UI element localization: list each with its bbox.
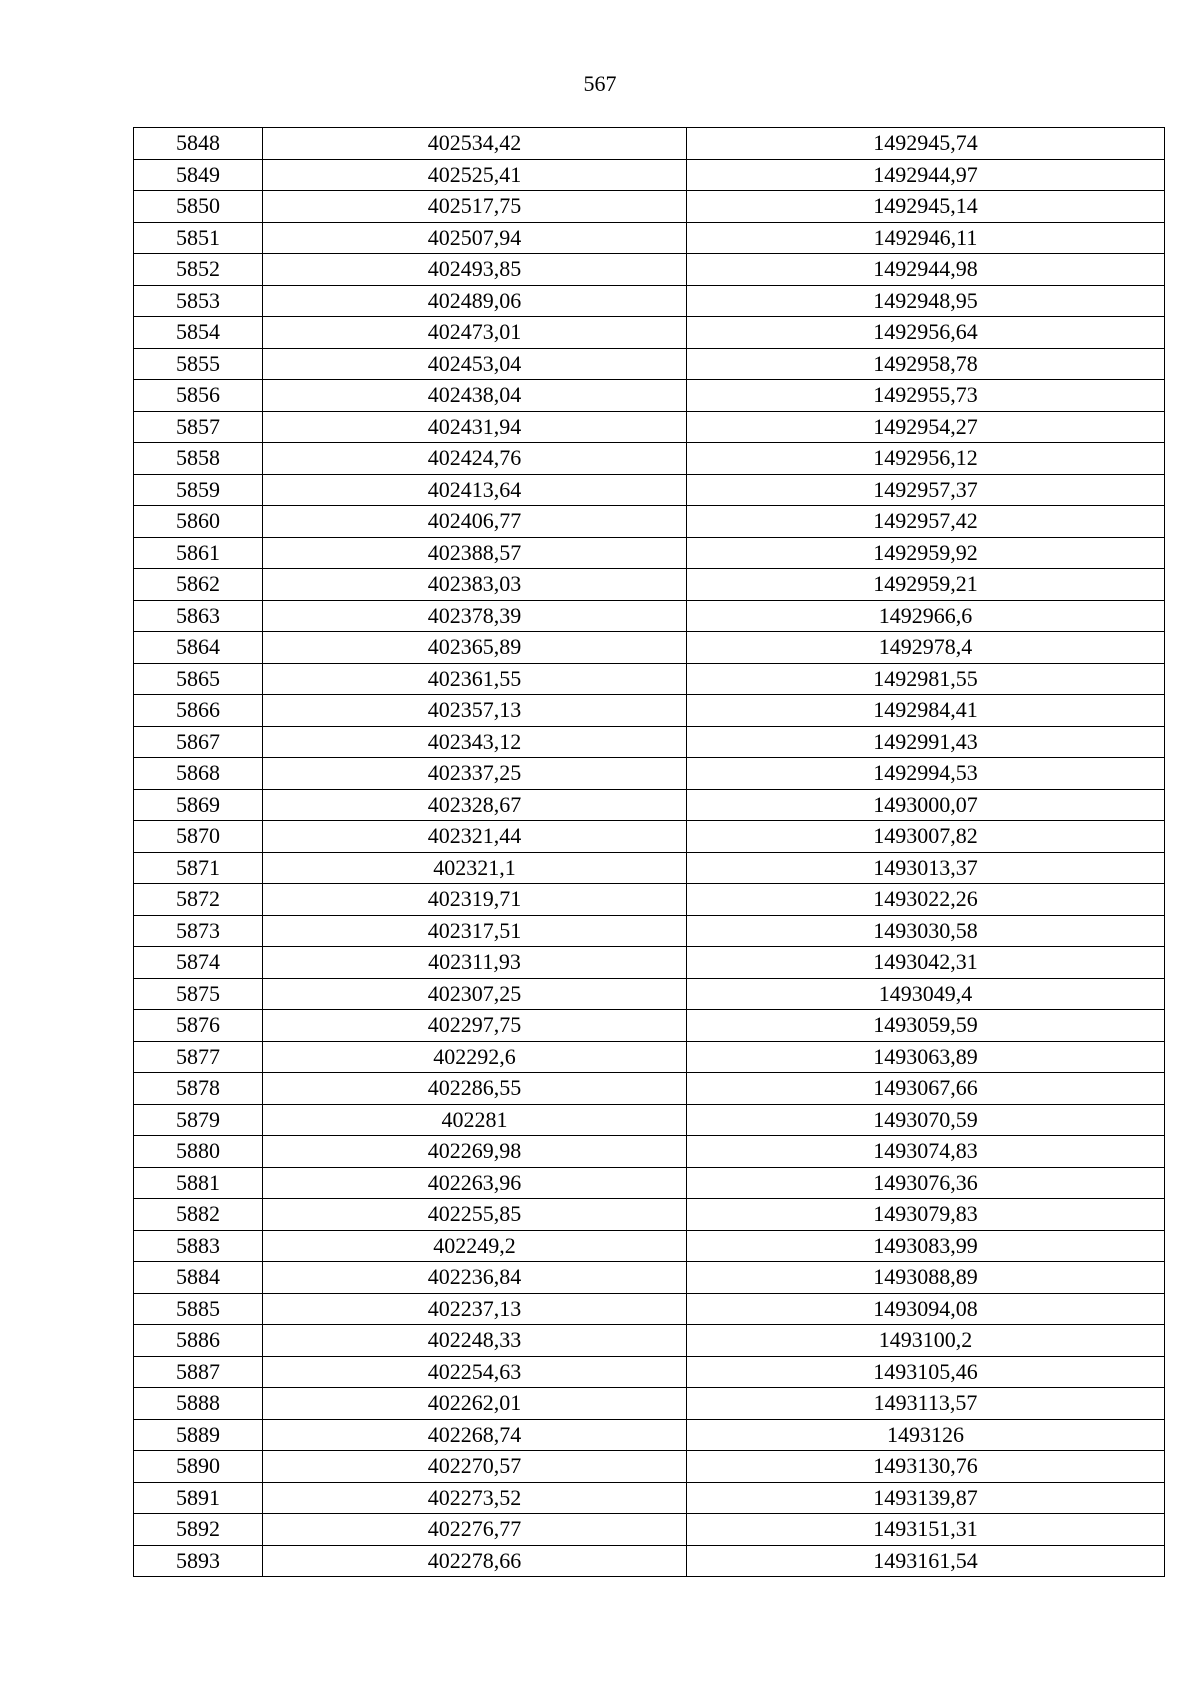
x-coordinate-cell: 402383,03 xyxy=(263,569,687,601)
table-row xyxy=(134,1136,1165,1168)
point-number-cell: 5852 xyxy=(134,254,263,286)
x-coordinate-cell: 402453,04 xyxy=(263,348,687,380)
point-number-cell: 5854 xyxy=(134,317,263,349)
point-number-cell: 5868 xyxy=(134,758,263,790)
point-number-cell: 5877 xyxy=(134,1041,263,1073)
x-coordinate-cell: 402248,33 xyxy=(263,1325,687,1357)
point-number-cell: 5886 xyxy=(134,1325,263,1357)
y-coordinate-cell: 1492981,55 xyxy=(687,663,1165,695)
x-coordinate-cell: 402281 xyxy=(263,1104,687,1136)
point-number-cell: 5882 xyxy=(134,1199,263,1231)
coordinates-table-body xyxy=(134,128,1165,1577)
x-coordinate-cell: 402249,2 xyxy=(263,1230,687,1262)
point-number-cell: 5887 xyxy=(134,1356,263,1388)
x-coordinate-cell: 402431,94 xyxy=(263,411,687,443)
x-coordinate-cell: 402507,94 xyxy=(263,222,687,254)
table-row xyxy=(134,1167,1165,1199)
y-coordinate-cell: 1492945,14 xyxy=(687,191,1165,223)
y-coordinate-cell: 1493007,82 xyxy=(687,821,1165,853)
x-coordinate-cell: 402269,98 xyxy=(263,1136,687,1168)
coordinates-table xyxy=(133,127,1165,1577)
y-coordinate-cell: 1493022,26 xyxy=(687,884,1165,916)
point-number-cell: 5880 xyxy=(134,1136,263,1168)
x-coordinate-cell: 402378,39 xyxy=(263,600,687,632)
x-coordinate-cell: 402236,84 xyxy=(263,1262,687,1294)
table-row xyxy=(134,1041,1165,1073)
table-row xyxy=(134,128,1165,160)
x-coordinate-cell: 402254,63 xyxy=(263,1356,687,1388)
x-coordinate-cell: 402406,77 xyxy=(263,506,687,538)
point-number-cell: 5885 xyxy=(134,1293,263,1325)
table-row xyxy=(134,947,1165,979)
table-row xyxy=(134,1199,1165,1231)
x-coordinate-cell: 402438,04 xyxy=(263,380,687,412)
table-row xyxy=(134,222,1165,254)
point-number-cell: 5889 xyxy=(134,1419,263,1451)
table-row xyxy=(134,317,1165,349)
y-coordinate-cell: 1493161,54 xyxy=(687,1545,1165,1577)
y-coordinate-cell: 1493088,89 xyxy=(687,1262,1165,1294)
x-coordinate-cell: 402361,55 xyxy=(263,663,687,695)
point-number-cell: 5888 xyxy=(134,1388,263,1420)
x-coordinate-cell: 402343,12 xyxy=(263,726,687,758)
y-coordinate-cell: 1493094,08 xyxy=(687,1293,1165,1325)
y-coordinate-cell: 1492956,64 xyxy=(687,317,1165,349)
point-number-cell: 5871 xyxy=(134,852,263,884)
table-row xyxy=(134,695,1165,727)
y-coordinate-cell: 1493126 xyxy=(687,1419,1165,1451)
y-coordinate-cell: 1493067,66 xyxy=(687,1073,1165,1105)
y-coordinate-cell: 1493105,46 xyxy=(687,1356,1165,1388)
table-row xyxy=(134,1230,1165,1262)
y-coordinate-cell: 1492991,43 xyxy=(687,726,1165,758)
y-coordinate-cell: 1492994,53 xyxy=(687,758,1165,790)
y-coordinate-cell: 1493130,76 xyxy=(687,1451,1165,1483)
table-row xyxy=(134,254,1165,286)
x-coordinate-cell: 402337,25 xyxy=(263,758,687,790)
table-row xyxy=(134,1419,1165,1451)
point-number-cell: 5873 xyxy=(134,915,263,947)
x-coordinate-cell: 402311,93 xyxy=(263,947,687,979)
x-coordinate-cell: 402413,64 xyxy=(263,474,687,506)
table-row xyxy=(134,537,1165,569)
table-row xyxy=(134,1545,1165,1577)
table-row xyxy=(134,285,1165,317)
x-coordinate-cell: 402297,75 xyxy=(263,1010,687,1042)
x-coordinate-cell: 402388,57 xyxy=(263,537,687,569)
point-number-cell: 5881 xyxy=(134,1167,263,1199)
table-row xyxy=(134,852,1165,884)
table-row xyxy=(134,1010,1165,1042)
point-number-cell: 5863 xyxy=(134,600,263,632)
y-coordinate-cell: 1493079,83 xyxy=(687,1199,1165,1231)
point-number-cell: 5853 xyxy=(134,285,263,317)
x-coordinate-cell: 402517,75 xyxy=(263,191,687,223)
x-coordinate-cell: 402255,85 xyxy=(263,1199,687,1231)
y-coordinate-cell: 1493042,31 xyxy=(687,947,1165,979)
x-coordinate-cell: 402424,76 xyxy=(263,443,687,475)
y-coordinate-cell: 1493000,07 xyxy=(687,789,1165,821)
point-number-cell: 5879 xyxy=(134,1104,263,1136)
table-row xyxy=(134,1451,1165,1483)
point-number-cell: 5891 xyxy=(134,1482,263,1514)
y-coordinate-cell: 1492956,12 xyxy=(687,443,1165,475)
table-row xyxy=(134,600,1165,632)
point-number-cell: 5890 xyxy=(134,1451,263,1483)
point-number-cell: 5872 xyxy=(134,884,263,916)
x-coordinate-cell: 402237,13 xyxy=(263,1293,687,1325)
table-row xyxy=(134,411,1165,443)
page-number: 567 xyxy=(583,71,617,96)
point-number-cell: 5862 xyxy=(134,569,263,601)
table-row xyxy=(134,821,1165,853)
x-coordinate-cell: 402286,55 xyxy=(263,1073,687,1105)
y-coordinate-cell: 1492957,42 xyxy=(687,506,1165,538)
table-row xyxy=(134,1388,1165,1420)
y-coordinate-cell: 1492948,95 xyxy=(687,285,1165,317)
x-coordinate-cell: 402270,57 xyxy=(263,1451,687,1483)
y-coordinate-cell: 1493063,89 xyxy=(687,1041,1165,1073)
point-number-cell: 5860 xyxy=(134,506,263,538)
y-coordinate-cell: 1493049,4 xyxy=(687,978,1165,1010)
y-coordinate-cell: 1492944,97 xyxy=(687,159,1165,191)
y-coordinate-cell: 1493113,57 xyxy=(687,1388,1165,1420)
y-coordinate-cell: 1492954,27 xyxy=(687,411,1165,443)
x-coordinate-cell: 402321,44 xyxy=(263,821,687,853)
table-row xyxy=(134,1514,1165,1546)
y-coordinate-cell: 1493074,83 xyxy=(687,1136,1165,1168)
y-coordinate-cell: 1492966,6 xyxy=(687,600,1165,632)
x-coordinate-cell: 402278,66 xyxy=(263,1545,687,1577)
table-row xyxy=(134,1293,1165,1325)
table-row xyxy=(134,1356,1165,1388)
y-coordinate-cell: 1492957,37 xyxy=(687,474,1165,506)
point-number-cell: 5850 xyxy=(134,191,263,223)
y-coordinate-cell: 1492984,41 xyxy=(687,695,1165,727)
x-coordinate-cell: 402268,74 xyxy=(263,1419,687,1451)
x-coordinate-cell: 402273,52 xyxy=(263,1482,687,1514)
y-coordinate-cell: 1492955,73 xyxy=(687,380,1165,412)
point-number-cell: 5875 xyxy=(134,978,263,1010)
point-number-cell: 5884 xyxy=(134,1262,263,1294)
table-row xyxy=(134,1104,1165,1136)
point-number-cell: 5874 xyxy=(134,947,263,979)
x-coordinate-cell: 402263,96 xyxy=(263,1167,687,1199)
table-row xyxy=(134,191,1165,223)
x-coordinate-cell: 402317,51 xyxy=(263,915,687,947)
point-number-cell: 5859 xyxy=(134,474,263,506)
y-coordinate-cell: 1493076,36 xyxy=(687,1167,1165,1199)
y-coordinate-cell: 1492959,92 xyxy=(687,537,1165,569)
point-number-cell: 5893 xyxy=(134,1545,263,1577)
table-row xyxy=(134,1325,1165,1357)
y-coordinate-cell: 1493151,31 xyxy=(687,1514,1165,1546)
y-coordinate-cell: 1492978,4 xyxy=(687,632,1165,664)
y-coordinate-cell: 1492946,11 xyxy=(687,222,1165,254)
point-number-cell: 5864 xyxy=(134,632,263,664)
x-coordinate-cell: 402276,77 xyxy=(263,1514,687,1546)
y-coordinate-cell: 1493070,59 xyxy=(687,1104,1165,1136)
y-coordinate-cell: 1492958,78 xyxy=(687,348,1165,380)
y-coordinate-cell: 1493013,37 xyxy=(687,852,1165,884)
table-row xyxy=(134,663,1165,695)
table-row xyxy=(134,506,1165,538)
x-coordinate-cell: 402357,13 xyxy=(263,695,687,727)
point-number-cell: 5870 xyxy=(134,821,263,853)
y-coordinate-cell: 1492944,98 xyxy=(687,254,1165,286)
point-number-cell: 5876 xyxy=(134,1010,263,1042)
x-coordinate-cell: 402328,67 xyxy=(263,789,687,821)
x-coordinate-cell: 402365,89 xyxy=(263,632,687,664)
x-coordinate-cell: 402307,25 xyxy=(263,978,687,1010)
x-coordinate-cell: 402489,06 xyxy=(263,285,687,317)
y-coordinate-cell: 1492945,74 xyxy=(687,128,1165,160)
table-row xyxy=(134,978,1165,1010)
point-number-cell: 5878 xyxy=(134,1073,263,1105)
point-number-cell: 5867 xyxy=(134,726,263,758)
table-row xyxy=(134,159,1165,191)
x-coordinate-cell: 402262,01 xyxy=(263,1388,687,1420)
y-coordinate-cell: 1493083,99 xyxy=(687,1230,1165,1262)
table-row xyxy=(134,348,1165,380)
table-row xyxy=(134,915,1165,947)
table-row xyxy=(134,474,1165,506)
point-number-cell: 5848 xyxy=(134,128,263,160)
x-coordinate-cell: 402319,71 xyxy=(263,884,687,916)
table-row xyxy=(134,1482,1165,1514)
point-number-cell: 5855 xyxy=(134,348,263,380)
table-row xyxy=(134,569,1165,601)
y-coordinate-cell: 1493139,87 xyxy=(687,1482,1165,1514)
table-row xyxy=(134,884,1165,916)
point-number-cell: 5849 xyxy=(134,159,263,191)
point-number-cell: 5856 xyxy=(134,380,263,412)
table-row xyxy=(134,1262,1165,1294)
x-coordinate-cell: 402534,42 xyxy=(263,128,687,160)
point-number-cell: 5865 xyxy=(134,663,263,695)
y-coordinate-cell: 1492959,21 xyxy=(687,569,1165,601)
y-coordinate-cell: 1493030,58 xyxy=(687,915,1165,947)
point-number-cell: 5869 xyxy=(134,789,263,821)
table-row xyxy=(134,632,1165,664)
x-coordinate-cell: 402493,85 xyxy=(263,254,687,286)
table-row xyxy=(134,789,1165,821)
table-row xyxy=(134,1073,1165,1105)
x-coordinate-cell: 402321,1 xyxy=(263,852,687,884)
x-coordinate-cell: 402473,01 xyxy=(263,317,687,349)
x-coordinate-cell: 402525,41 xyxy=(263,159,687,191)
point-number-cell: 5866 xyxy=(134,695,263,727)
x-coordinate-cell: 402292,6 xyxy=(263,1041,687,1073)
point-number-cell: 5857 xyxy=(134,411,263,443)
point-number-cell: 5861 xyxy=(134,537,263,569)
point-number-cell: 5883 xyxy=(134,1230,263,1262)
y-coordinate-cell: 1493059,59 xyxy=(687,1010,1165,1042)
point-number-cell: 5851 xyxy=(134,222,263,254)
table-row xyxy=(134,726,1165,758)
point-number-cell: 5858 xyxy=(134,443,263,475)
table-row xyxy=(134,380,1165,412)
y-coordinate-cell: 1493100,2 xyxy=(687,1325,1165,1357)
table-row xyxy=(134,443,1165,475)
point-number-cell: 5892 xyxy=(134,1514,263,1546)
table-row xyxy=(134,758,1165,790)
